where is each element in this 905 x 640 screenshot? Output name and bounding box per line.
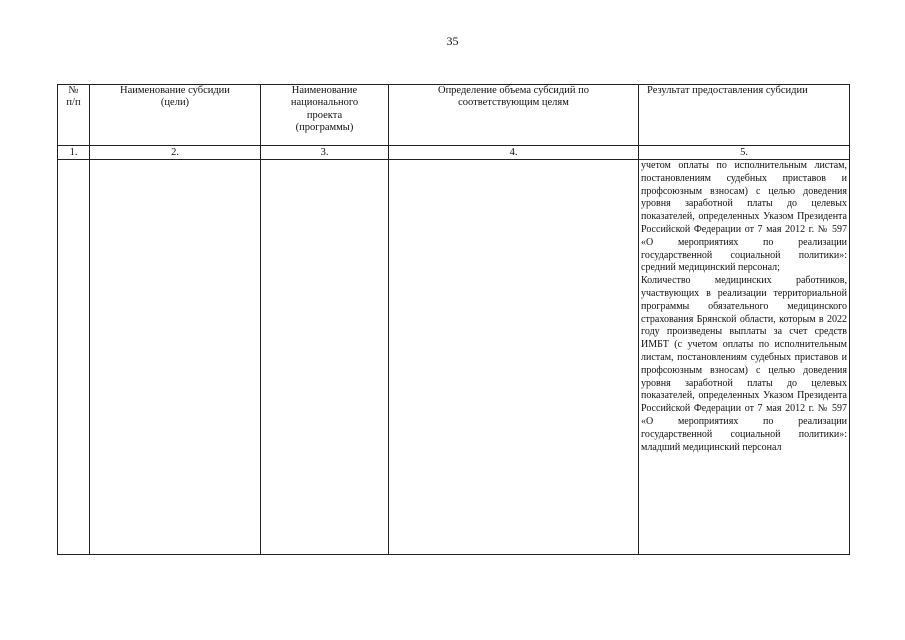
table-row xyxy=(58,160,850,555)
header-subsidy-name-line2: (цели) xyxy=(160,97,190,109)
column-number-5: 5. xyxy=(639,146,850,160)
cell-result xyxy=(639,160,850,555)
header-number-abbr: п/п xyxy=(66,97,81,109)
column-number-3: 3. xyxy=(261,146,389,160)
header-project-line2: национального xyxy=(290,97,359,109)
numbering-row xyxy=(58,146,850,160)
cell-subsidy-name xyxy=(90,160,261,555)
subsidy-table xyxy=(57,84,850,555)
header-subsidy-name xyxy=(90,85,261,146)
column-number-2: 2. xyxy=(90,146,261,160)
header-volume-line1: Определение объема субсидий по xyxy=(437,85,589,96)
header-volume-definition xyxy=(389,85,639,146)
column-number-4: 4. xyxy=(389,146,639,160)
result-paragraph-2: Количество медицинских работников, участвующих в реализации территориальной программы обязательного медицинского страхования Брянской области, которым в 2022 году произведены выплаты за счет средств ИМБТ (с учетом оплаты по исполнительным листам, постановлениям судебных приставов и профсоюзным взносам) с целью доведения уровня заработной платы до целевых показателей, определенных Указом Президента Российской Федерации от 7 мая 2012 г. № 597 «О мероприятиях по реализации государственной социальной политики»: младший медицинский персонал xyxy=(641,275,847,453)
header-project-name xyxy=(261,85,389,146)
header-subsidy-name-line1: Наименование субсидии xyxy=(120,85,230,96)
header-volume-line2: соответствующим целям xyxy=(458,97,569,109)
header-project-line1: Наименование xyxy=(291,85,358,96)
cell-project-name xyxy=(261,160,389,555)
header-project-line4: (программы) xyxy=(295,122,354,134)
cell-number xyxy=(58,160,90,555)
page-number: 35 xyxy=(446,34,459,48)
column-number-1: 1. xyxy=(58,146,90,160)
cell-volume-definition xyxy=(389,160,639,555)
header-row xyxy=(58,85,850,146)
header-number-symbol: № xyxy=(68,85,79,96)
header-project-line3: проекта xyxy=(306,109,343,121)
header-result: Результат предоставления субсидии xyxy=(639,85,850,146)
result-paragraph-1: учетом оплаты по исполнительным листам, постановлениям судебных приставов и профсоюзным взносам) с целью доведения уровня заработной платы до целевых показателей, определенных Указом Президента Российской Федерации от 7 мая 2012 г. № 597 «О мероприятиях по реализации государственной социальной политики»: средний медицинский персонал; xyxy=(641,160,847,274)
header-number xyxy=(58,85,90,146)
